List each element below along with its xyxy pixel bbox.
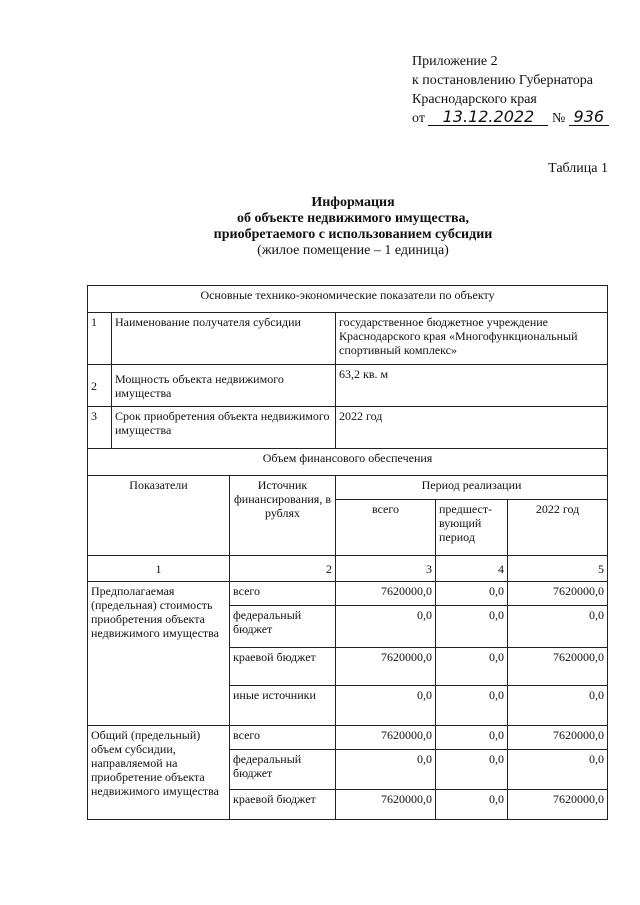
value-year: 7620000,0 (508, 790, 608, 820)
source-cell: всего (230, 582, 336, 606)
col-number: 5 (508, 556, 608, 582)
header-previous: предшест-вующий период (436, 500, 508, 556)
row-label: Срок приобретения объекта недвижимого имущества (112, 407, 336, 449)
title-line-2: об объекте недвижимого имущества, (236, 211, 470, 226)
number-label: № (551, 111, 566, 126)
handwritten-number: 936 (569, 109, 609, 126)
source-cell: федеральный бюджет (230, 606, 336, 648)
value-previous: 0,0 (436, 750, 508, 790)
source-cell: федеральный бюджет (230, 750, 336, 790)
appendix-line-2: к постановлению Губернатора (412, 73, 593, 88)
appendix-line-1: Приложение 2 (412, 54, 498, 69)
value-year: 7620000,0 (508, 582, 608, 606)
value-total: 7620000,0 (336, 790, 436, 820)
value-year: 7620000,0 (508, 726, 608, 750)
header-total: всего (336, 500, 436, 556)
value-previous: 0,0 (436, 726, 508, 750)
value-previous: 0,0 (436, 606, 508, 648)
source-cell: всего (230, 726, 336, 750)
date-prefix: от (412, 111, 425, 126)
indicator-subsidy: Общий (предельный) объем субсидии, направляемой на приобретение объекта недвижимого имущества (88, 726, 230, 820)
document-title (0, 195, 640, 259)
row-value: 63,2 кв. м (336, 365, 608, 407)
section-heading-finance: Объем финансового обеспечения (88, 449, 608, 476)
value-total: 0,0 (336, 606, 436, 648)
header-period: Период реализации (336, 476, 608, 500)
value-total: 0,0 (336, 750, 436, 790)
value-year: 7620000,0 (508, 648, 608, 686)
handwritten-date: 13.12.2022 (428, 109, 548, 126)
value-total: 7620000,0 (336, 582, 436, 606)
col-number: 1 (88, 556, 230, 582)
appendix-line-3: Краснодарского края (412, 92, 537, 107)
row-number: 2 (88, 365, 112, 407)
title-line-3: приобретаемого с использованием субсидии (213, 227, 493, 242)
row-label: Мощность объекта недвижимого имущества (112, 365, 336, 407)
source-cell: краевой бюджет (230, 648, 336, 686)
header-indicators: Показатели (88, 476, 230, 556)
table-label: Таблица 1 (548, 161, 608, 176)
value-previous: 0,0 (436, 582, 508, 606)
title-line-4: (жилое помещение – 1 единица) (257, 243, 449, 258)
header-source: Источник финансирования, в рублях (230, 476, 336, 556)
col-number: 4 (436, 556, 508, 582)
col-number: 2 (230, 556, 336, 582)
value-year: 0,0 (508, 606, 608, 648)
row-value: государственное бюджетное учреждение Краснодарского края «Многофункциональный спортивный комплекс» (336, 313, 608, 365)
source-cell: краевой бюджет (230, 790, 336, 820)
info-table (87, 285, 608, 820)
indicator-cost: Предполагаемая (предельная) стоимость приобретения объекта недвижимого имущества (88, 582, 230, 726)
value-year: 0,0 (508, 750, 608, 790)
value-total: 7620000,0 (336, 726, 436, 750)
row-value: 2022 год (336, 407, 608, 449)
value-previous: 0,0 (436, 648, 508, 686)
value-previous: 0,0 (436, 686, 508, 726)
value-total: 0,0 (336, 686, 436, 726)
appendix-date-line (412, 109, 609, 128)
title-line-1: Информация (311, 195, 395, 210)
value-year: 0,0 (508, 686, 608, 726)
row-number: 1 (88, 313, 112, 365)
row-number: 3 (88, 407, 112, 449)
value-total: 7620000,0 (336, 648, 436, 686)
row-label: Наименование получателя субсидии (112, 313, 336, 365)
value-previous: 0,0 (436, 790, 508, 820)
section-heading-technical: Основные технико-экономические показатели по объекту (88, 286, 608, 313)
col-number: 3 (336, 556, 436, 582)
source-cell: иные источники (230, 686, 336, 726)
header-year: 2022 год (508, 500, 608, 556)
appendix-block (412, 52, 609, 128)
